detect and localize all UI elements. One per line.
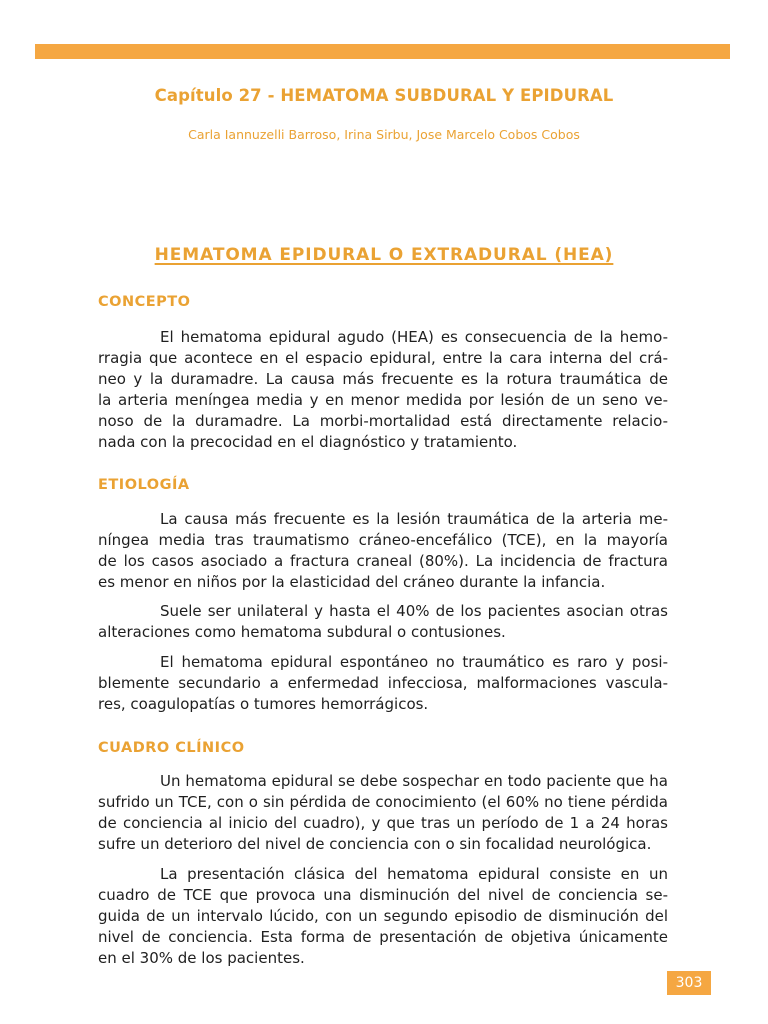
- text-line: neo y la duramadre. La causa más frecuente es la rotura traumática de: [98, 370, 668, 388]
- text-line: en el 30% de los pacientes.: [98, 949, 305, 967]
- text-line: Un hematoma epidural se debe sospechar en todo paciente que ha: [160, 772, 668, 790]
- paragraph-cuadro-clinico-2: [98, 864, 668, 969]
- text-line: El hematoma epidural espontáneo no traumático es raro y posi-: [160, 653, 668, 671]
- heading-concepto: CONCEPTO: [98, 294, 191, 310]
- text-line: de conciencia al inicio del cuadro), y que tras un período de 1 a 24 horas: [98, 814, 668, 832]
- heading-etiologia: ETIOLOGÍA: [98, 477, 190, 493]
- text-line: noso de la duramadre. La morbi-mortalidad está directamente relacio-: [98, 412, 668, 430]
- text-line: cuadro de TCE que provoca una disminución del nivel de conciencia se-: [98, 886, 668, 904]
- text-line: de los casos asociado a fractura craneal (80%). La incidencia de fractura: [98, 552, 668, 570]
- page-number: 303: [667, 971, 711, 995]
- heading-cuadro-clinico: CUADRO CLÍNICO: [98, 740, 245, 756]
- chapter-authors: Carla Iannuzelli Barroso, Irina Sirbu, Jose Marcelo Cobos Cobos: [188, 127, 580, 142]
- text-line: guida de un intervalo lúcido, con un segundo episodio de disminución del: [98, 907, 668, 925]
- chapter-title: Capítulo 27 - HEMATOMA SUBDURAL Y EPIDURAL: [154, 86, 614, 105]
- text-line: blemente secundario a enfermedad infecciosa, malformaciones vascula-: [98, 674, 668, 692]
- text-line: rragia que acontece en el espacio epidural, entre la cara interna del crá-: [98, 349, 668, 367]
- paragraph-etiologia-3: [98, 652, 668, 715]
- paragraph-etiologia-1: [98, 509, 668, 593]
- paragraph-cuadro-clinico-1: [98, 771, 668, 855]
- text-line: La causa más frecuente es la lesión traumática de la arteria me-: [160, 510, 668, 528]
- text-line: Suele ser unilateral y hasta el 40% de los pacientes asocian otras: [160, 602, 668, 620]
- text-line: sufre un deterioro del nivel de conciencia con o sin focalidad neurológica.: [98, 835, 652, 853]
- section-title: HEMATOMA EPIDURAL O EXTRADURAL (HEA): [154, 245, 614, 265]
- text-line: El hematoma epidural agudo (HEA) es consecuencia de la hemo-: [160, 328, 668, 346]
- header-accent-bar: [35, 44, 730, 59]
- text-line: la arteria meníngea media y en menor medida por lesión de un seno ve-: [98, 391, 668, 409]
- text-line: nada con la precocidad en el diagnóstico y tratamiento.: [98, 433, 518, 451]
- text-line: sufrido un TCE, con o sin pérdida de conocimiento (el 60% no tiene pérdida: [98, 793, 668, 811]
- text-line: nivel de conciencia. Esta forma de presentación de objetiva únicamente: [98, 928, 668, 946]
- text-line: es menor en niños por la elasticidad del cráneo durante la infancia.: [98, 573, 606, 591]
- text-line: res, coagulopatías o tumores hemorrágicos.: [98, 695, 429, 713]
- text-line: alteraciones como hematoma subdural o contusiones.: [98, 623, 506, 641]
- text-line: níngea media tras traumatismo cráneo-encefálico (TCE), en la mayoría: [98, 531, 668, 549]
- text-line: La presentación clásica del hematoma epidural consiste en un: [160, 865, 668, 883]
- paragraph-etiologia-2: [98, 601, 668, 643]
- paragraph-concepto-1: [98, 327, 668, 453]
